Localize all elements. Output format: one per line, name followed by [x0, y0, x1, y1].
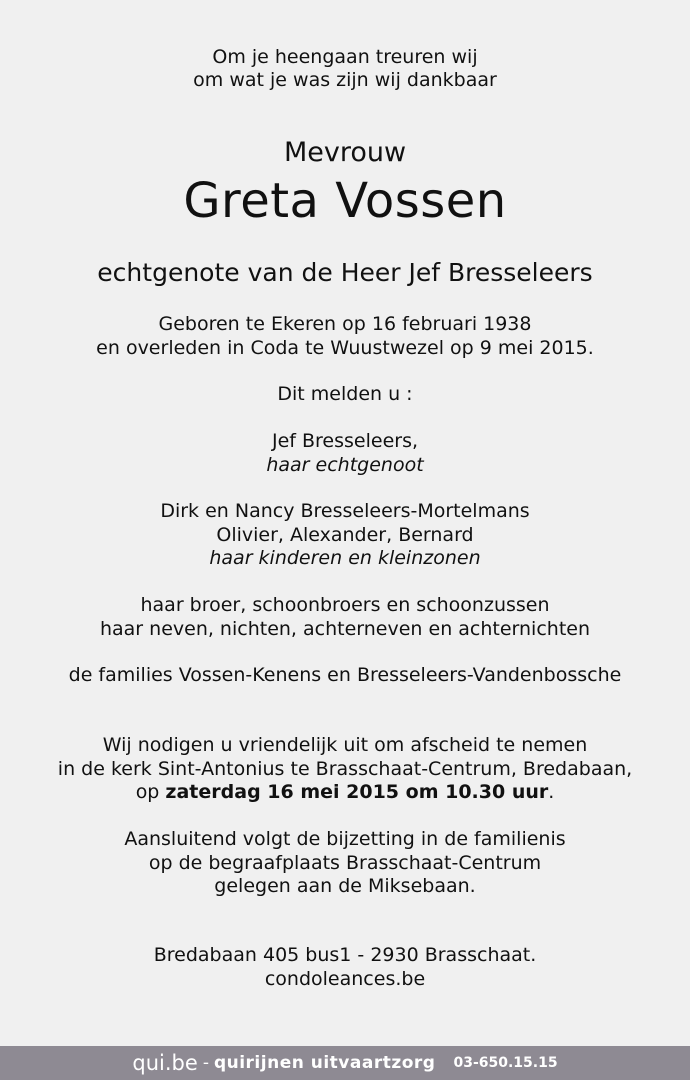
husband-name: Jef Bresseleers, [271, 430, 419, 452]
relatives-line-1: haar broer, schoonbroers en schoonzussen [140, 594, 550, 616]
footer-dash: - [202, 1053, 209, 1073]
address: Bredabaan 405 bus1 - 2930 Brasschaat. [153, 944, 537, 966]
families-block [0, 664, 690, 688]
children-line-1: Dirk en Nancy Bresseleers-Mortelmans [160, 500, 530, 522]
husband-block [0, 430, 690, 477]
ceremony-suffix: . [548, 781, 555, 803]
burial-line-3: gelegen aan de Miksebaan. [214, 875, 476, 897]
burial-block [0, 828, 690, 899]
children-block [0, 500, 690, 571]
relatives-block [0, 594, 690, 641]
children-line-2: Olivier, Alexander, Bernard [216, 523, 474, 546]
contact-block [0, 944, 690, 991]
funeral-home-footer [0, 1046, 690, 1080]
spouse-line: echtgenote van de Heer Jef Bresseleers [97, 258, 593, 287]
ceremony-prefix: op [135, 781, 166, 803]
deceased-name: Greta Vossen [183, 173, 507, 229]
husband-role: haar echtgenoot [266, 453, 424, 476]
footer-company: quirijnen uitvaartzorg [213, 1053, 436, 1073]
ceremony-line-1: Wij nodigen u vriendelijk uit om afscheid te nemen [102, 734, 588, 756]
ceremony-line-2: in de kerk Sint-Antonius te Brasschaat-Centrum, Bredabaan, [57, 757, 633, 780]
ceremony-datetime: zaterdag 16 mei 2015 om 10.30 uur [165, 781, 549, 803]
announcement [0, 383, 690, 407]
birth-line: Geboren te Ekeren op 16 februari 1938 [158, 313, 532, 335]
verse [0, 46, 690, 92]
website: condoleances.be [264, 967, 426, 990]
verse-line-2: om wat je was zijn wij dankbaar [193, 69, 497, 91]
death-line: en overleden in Coda te Wuustwezel op 9 mei 2015. [96, 336, 594, 359]
announcement-text: Dit melden u : [277, 383, 413, 405]
footer-phone: 03-650.15.15 [453, 1055, 558, 1071]
families-line: de families Vossen-Kenens en Bresseleers-Vandenbossche [68, 664, 622, 686]
footer-brand: qui.be [132, 1051, 198, 1075]
relatives-line-2: haar neven, nichten, achterneven en achternichten [99, 617, 591, 640]
ceremony-line-3 [0, 781, 690, 805]
verse-line-1: Om je heengaan treuren wij [212, 46, 478, 68]
burial-line-1: Aansluitend volgt de bijzetting in de familienis [124, 828, 566, 850]
ceremony-block [0, 734, 690, 805]
honorific-title: Mevrouw [283, 137, 407, 168]
dates-block [0, 313, 690, 360]
children-role: haar kinderen en kleinzonen [209, 547, 481, 569]
burial-line-2: op de begraafplaats Brasschaat-Centrum [148, 851, 542, 874]
